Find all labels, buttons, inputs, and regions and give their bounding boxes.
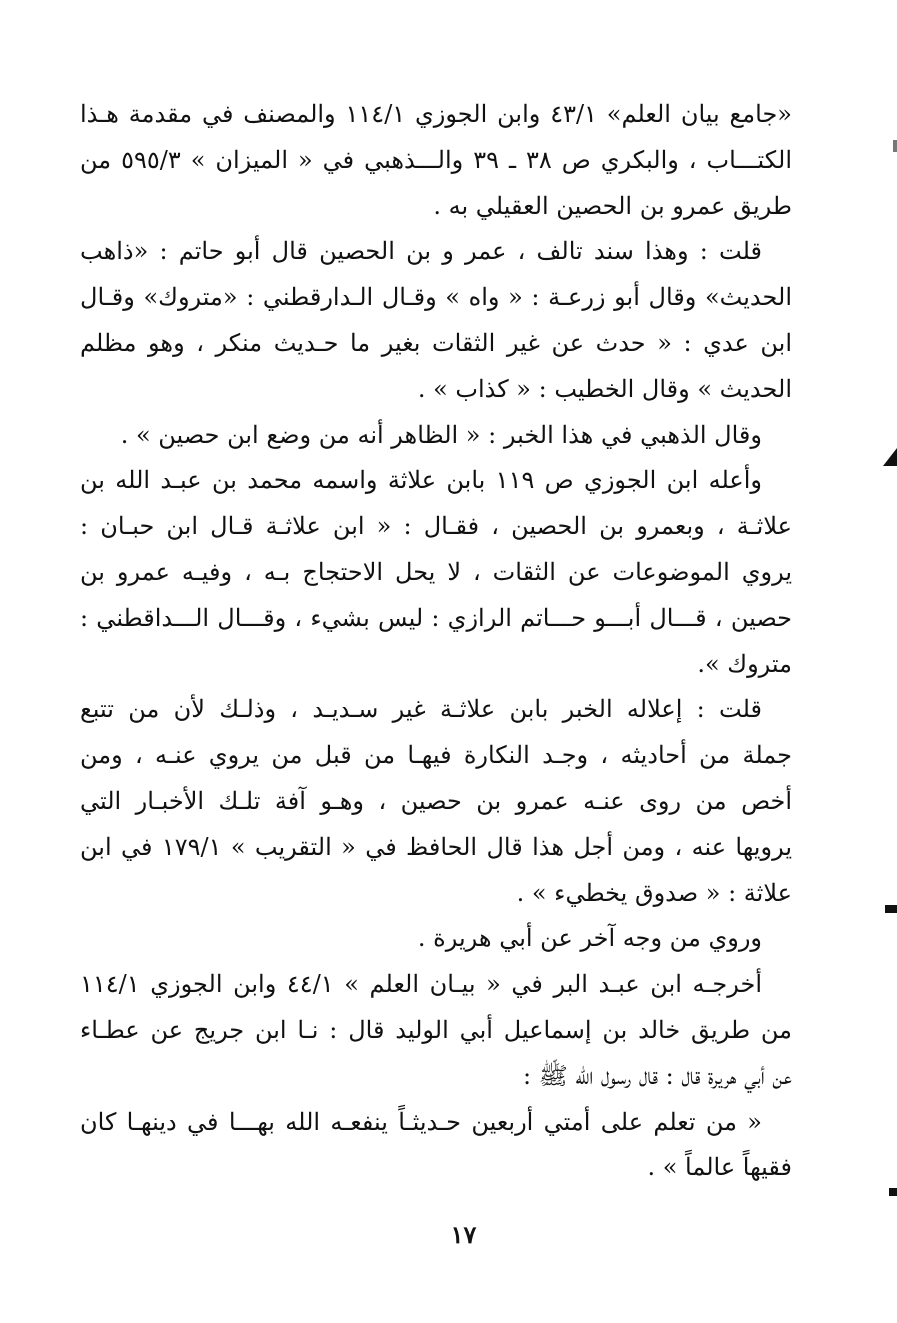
text-line: قلت : إعلاله الخبر بابن علاثـة غير سـديـد ، وذلـك لأن من تتبع (80, 695, 762, 724)
text-line: عن أبي هريرة قال : قال رسول الله ﷺ : (523, 1061, 792, 1090)
text-line: الكتـــاب ، والبكري ص ٣٨ ـ ٣٩ والـــذهبي في « الميزان » ٥٩٥/٣ من (80, 145, 792, 174)
scan-edge-mark (885, 905, 897, 913)
text-line: حصين ، قـــال أبـــو حـــاتم الرازي : ليس بشيء ، وقـــال الـــداقطني : (80, 603, 792, 632)
text-line: وقال الذهبي في هذا الخبر : « الظاهر أنه من وضع ابن حصين » . (120, 420, 762, 449)
text-line: أخص من روى عنـه عمرو بن حصين ، وهـو آفة تلـك الأخبـار التي (80, 786, 792, 815)
text-line: ابن عدي : « حدث عن غير الثقات بغير ما حـديث منكر ، وهو مظلم (80, 328, 792, 357)
scan-edge-mark (883, 448, 897, 466)
text-line: الحديث» وقال أبو زرعـة : « واه » وقـال الـدارقطني : «متروك» وقـال (80, 283, 792, 312)
page-number: ١٧ (450, 1220, 477, 1249)
text-line: « من تعلم على أمتي أربعين حـديثـاً ينفعـه الله بهـــا في دينهـا كان (80, 1107, 762, 1136)
text-line: قلت : وهذا سند تالف ، عمر و بن الحصين قال أبو حاتم : «ذاهب (80, 237, 762, 266)
text-line: الحديث » وقال الخطيب : « كذاب » . (417, 374, 792, 403)
text-line: «جامع بيان العلم» ٤٣/١ وابن الجوزي ١١٤/١ والمصنف في مقدمة هـذا (80, 100, 792, 128)
scan-edge-mark (893, 140, 897, 152)
body-text (80, 92, 792, 1191)
text-line: علاثـة ، وبعمرو بن الحصين ، فقـال : « ابن علاثـة قـال ابن حبـان : (80, 512, 792, 541)
text-line: وروي من وجه آخر عن أبي هريرة . (417, 924, 762, 953)
text-line: طريق عمرو بن الحصين العقيلي به . (433, 191, 792, 220)
text-line: أخرجـه ابن عبـد البر في « بيـان العلم » ٤٤/١ وابن الجوزي ١١٤/١ (80, 970, 763, 999)
text-line: متروك ». (697, 649, 792, 678)
text-line: علاثة : « صدوق يخطيء » . (516, 878, 792, 907)
text-line: من طريق خالد بن إسماعيل أبي الوليد قال : نـا ابن جريج عن عطـاء (80, 1015, 792, 1044)
text-line: فقيهاً عالماً » . (647, 1153, 792, 1182)
text-line: جملة من أحاديثه ، وجـد النكارة فيهـا من قبل من يروي عنـه ، ومن (80, 741, 792, 770)
scan-edge-mark (889, 1188, 897, 1196)
text-line: يروي الموضوعات عن الثقات ، لا يحل الاحتجاج بـه ، وفيـه عمرو بن (80, 557, 792, 586)
text-line: وأعله ابن الجوزي ص ١١٩ بابن علاثة واسمه محمد بن عبـد الله بن (80, 466, 762, 495)
text-line: يرويها عنه ، ومن أجل هذا قال الحافظ في « التقريب » ١٧٩/١ في ابن (80, 832, 792, 861)
